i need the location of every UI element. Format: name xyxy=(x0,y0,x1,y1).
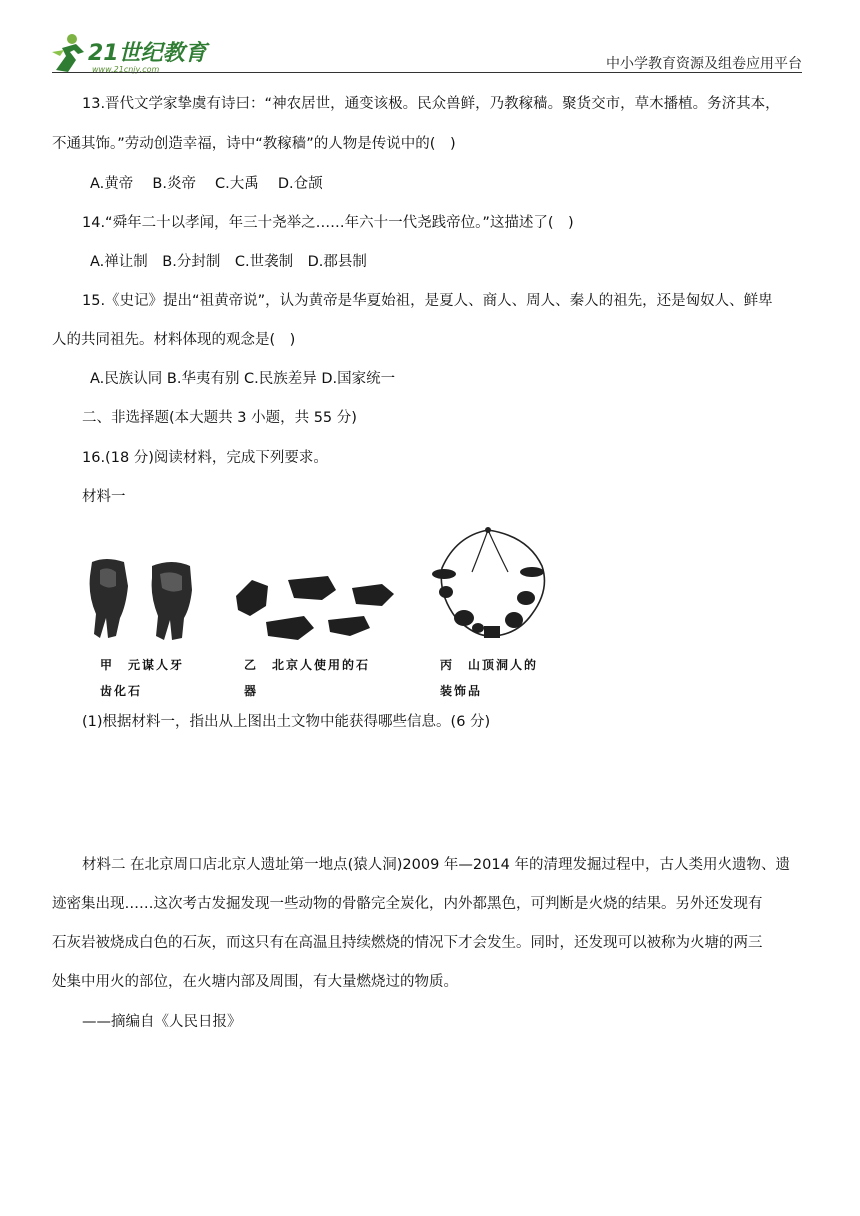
caption-c-line2: 装饰品 xyxy=(440,684,483,698)
q15-line1: 15.《史记》提出“祖黄帝说”，认为黄帝是华夏始祖，是夏人、商人、周人、秦人的祖先，还是匈奴人、鲜卑 xyxy=(82,293,773,309)
ornament-necklace-image xyxy=(428,522,560,646)
q13-line2: 不通其饰。”劳动创造幸福，诗中“教稼穑”的人物是传说中的( ) xyxy=(52,136,456,152)
q14-line1: 14.“舜年二十以孝闻，年三十尧举之……年六十一代尧践帝位。”这描述了( ) xyxy=(82,215,574,231)
q14-options: A.禅让制 B.分封制 C.世袭制 D.郡县制 xyxy=(90,254,367,270)
logo-text: 21世纪教育 xyxy=(88,41,207,66)
material2-line1: 材料二 在北京周口店北京人遗址第一地点(猿人洞)2009 年—2014 年的清理发掘过程中，古人类用火遗物、遗 xyxy=(82,857,790,873)
q16-sub1: (1)根据材料一，指出从上图出土文物中能获得哪些信息。(6 分) xyxy=(82,714,491,730)
material2-line4: 处集中用火的部位，在火塘内部及周围，有大量燃烧过的物质。 xyxy=(52,974,458,990)
caption-a-line2: 齿化石 xyxy=(100,684,143,698)
header-rule xyxy=(52,72,802,73)
q16-intro: 16.(18 分)阅读材料，完成下列要求。 xyxy=(82,450,328,466)
tooth-fossil-image xyxy=(86,556,201,642)
material2-source: ——摘编自《人民日报》 xyxy=(82,1014,242,1030)
section2-heading: 二、非选择题(本大题共 3 小题，共 55 分) xyxy=(82,410,357,426)
caption-a-line1: 甲 元谋人牙 xyxy=(100,658,185,672)
q15-line2: 人的共同祖先。材料体现的观念是( ) xyxy=(52,332,296,348)
site-logo xyxy=(48,30,228,76)
q15-options: A.民族认同 B.华夷有别 C.民族差异 D.国家统一 xyxy=(90,371,396,387)
caption-b-line1: 乙 北京人使用的石 xyxy=(244,658,371,672)
stone-tools-image xyxy=(232,570,402,646)
caption-c-line1: 丙 山顶洞人的 xyxy=(440,658,539,672)
material2-line3: 石灰岩被烧成白色的石灰，而这只有在高温且持续燃烧的情况下才会发生。同时，还发现可以被称为火塘的两三 xyxy=(52,935,763,951)
caption-b-line2: 器 xyxy=(244,684,259,698)
logo-url: www.21cnjy.com xyxy=(92,65,160,74)
material1-label: 材料一 xyxy=(82,489,126,505)
platform-name: 中小学教育资源及组卷应用平台 xyxy=(606,56,802,72)
runner-icon xyxy=(52,34,84,72)
material2-line2: 迹密集出现……这次考古发掘发现一些动物的骨骼完全炭化，内外都黑色，可判断是火烧的结果。另外还发现有 xyxy=(52,896,763,912)
q13-line1: 13.晋代文学家挚虞有诗曰：“神农居世，通变该极。民众兽鲜，乃教稼穑。聚货交市，草木播植。务济其本， xyxy=(82,96,780,112)
q13-options: A.黄帝 B.炎帝 C.大禹 D.仓颉 xyxy=(90,176,323,192)
